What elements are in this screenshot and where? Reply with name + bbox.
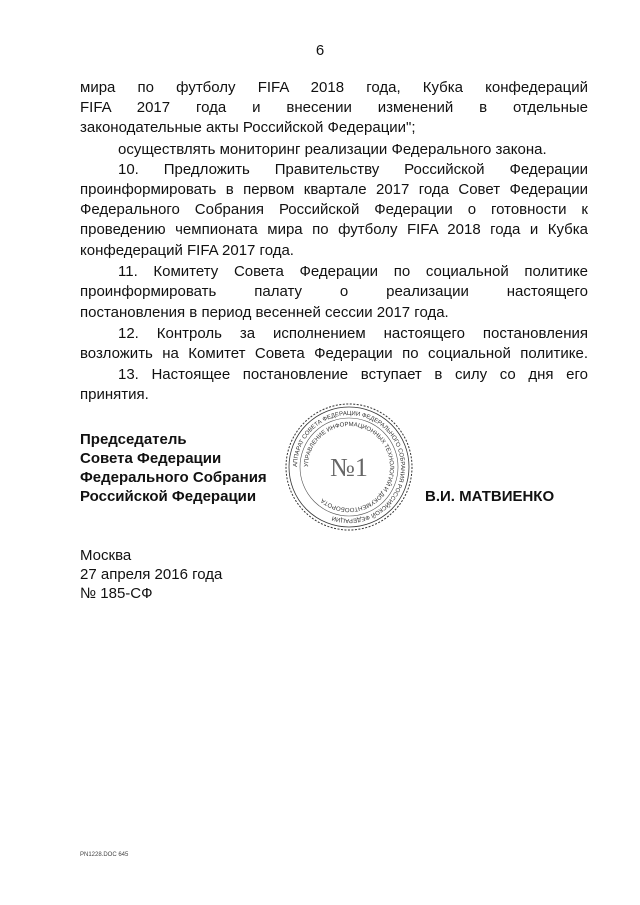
signature-title-line: Совета Федерации xyxy=(80,450,222,467)
body-line: Федерального Собрания Российской Федерации о готовности к xyxy=(80,201,588,218)
body-line: принятия. xyxy=(80,386,149,403)
signature-title-line: Российской Федерации xyxy=(80,488,257,505)
body-line: 13. Настоящее постановление вступает в силу со дня его xyxy=(118,366,588,383)
body-line: возложить на Комитет Совета Федерации по социальной политике. xyxy=(80,345,588,362)
body-line: 10. Предложить Правительству Российской Федерации xyxy=(118,161,588,178)
page-number: 6 xyxy=(315,42,325,59)
footer-file-ref: PN1228.DOC 645 xyxy=(80,852,129,858)
place: Москва xyxy=(80,547,132,564)
body-line: 12. Контроль за исполнением настоящего постановления xyxy=(118,325,588,342)
body-line: проинформировать в первом квартале 2017 года Совет Федерации xyxy=(80,181,588,198)
document-number: № 185-СФ xyxy=(80,585,153,602)
signatory-name: В.И. МАТВИЕНКО xyxy=(425,488,555,505)
body-line: осуществлять мониторинг реализации Федерального закона. xyxy=(118,141,547,158)
body-line: конфедераций FIFA 2017 года. xyxy=(80,242,294,259)
svg-text:АППАРАТ СОВЕТА ФЕДЕРАЦИИ ФЕДЕР: АППАРАТ СОВЕТА ФЕДЕРАЦИИ ФЕДЕРАЛЬНОГО СОБРАНИЯ РОССИЙСКОЙ ФЕДЕРАЦИИ xyxy=(292,410,406,524)
svg-text:№1: №1 xyxy=(330,453,368,482)
signature-title-line: Председатель xyxy=(80,431,187,448)
body-line: 11. Комитету Совета Федерации по социальной политике xyxy=(118,263,588,280)
official-stamp xyxy=(284,402,414,532)
signature-title-line: Федерального Собрания xyxy=(80,469,267,486)
svg-text:УПРАВЛЕНИЕ ИНФОРМАЦИОННЫХ ТЕХН: УПРАВЛЕНИЕ ИНФОРМАЦИОННЫХ ТЕХНОЛОГИЙ И ДОКУМЕНТООБОРОТА xyxy=(303,421,395,513)
body-line: проинформировать палату о реализации настоящего xyxy=(80,283,588,300)
body-line: проведению чемпионата мира по футболу FIFA 2018 года и Кубка xyxy=(80,221,588,238)
body-line: постановления в период весенней сессии 2017 года. xyxy=(80,304,449,321)
body-line: FIFA 2017 года и внесении изменений в отдельные xyxy=(80,99,588,116)
body-line: законодательные акты Российской Федерации"; xyxy=(80,119,416,136)
body-line: мира по футболу FIFA 2018 года, Кубка конфедераций xyxy=(80,79,588,96)
date: 27 апреля 2016 года xyxy=(80,566,223,583)
